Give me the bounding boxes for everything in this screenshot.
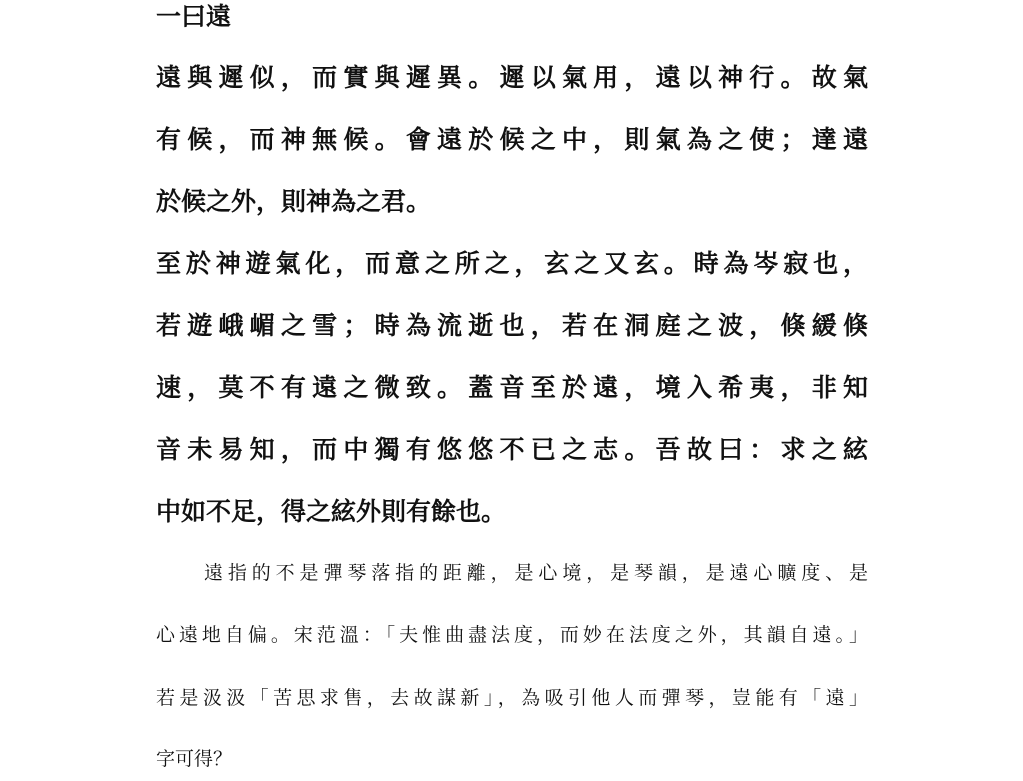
commentary-line: 字可得？: [156, 748, 233, 770]
text-line: 有候，而神無候。會遠於候之中，則氣為之使；達遠: [156, 125, 868, 154]
text-line: 於候之外，則神為之君。: [156, 187, 432, 216]
commentary-line: 若是汲汲「苦思求售，去故謀新」，為吸引他人而彈琴，豈能有「遠」: [156, 687, 868, 709]
text-line: 速，莫不有遠之微致。蓋音至於遠，境入希夷，非知: [156, 373, 868, 402]
commentary-line: 心遠地自偏。宋范溫：「夫惟曲盡法度，而妙在法度之外，其韻自遠。」: [156, 624, 868, 646]
text-line: 若遊峨嵋之雪；時為流逝也，若在洞庭之波，倏緩倏: [156, 311, 868, 340]
text-line: 遠與遲似，而實與遲異。遲以氣用，遠以神行。故氣: [156, 63, 868, 92]
text-line: 中如不足，得之絃外則有餘也。: [156, 497, 507, 526]
text-line: 音未易知，而中獨有悠悠不已之志。吾故曰：求之絃: [156, 435, 868, 464]
section-heading: 一曰遠: [156, 2, 232, 31]
commentary-line: 遠指的不是彈琴落指的距離，是心境，是琴韻，是遠心曠度、是: [204, 562, 868, 584]
text-line: 至於神遊氣化，而意之所之，玄之又玄。時為岑寂也，: [156, 249, 868, 278]
